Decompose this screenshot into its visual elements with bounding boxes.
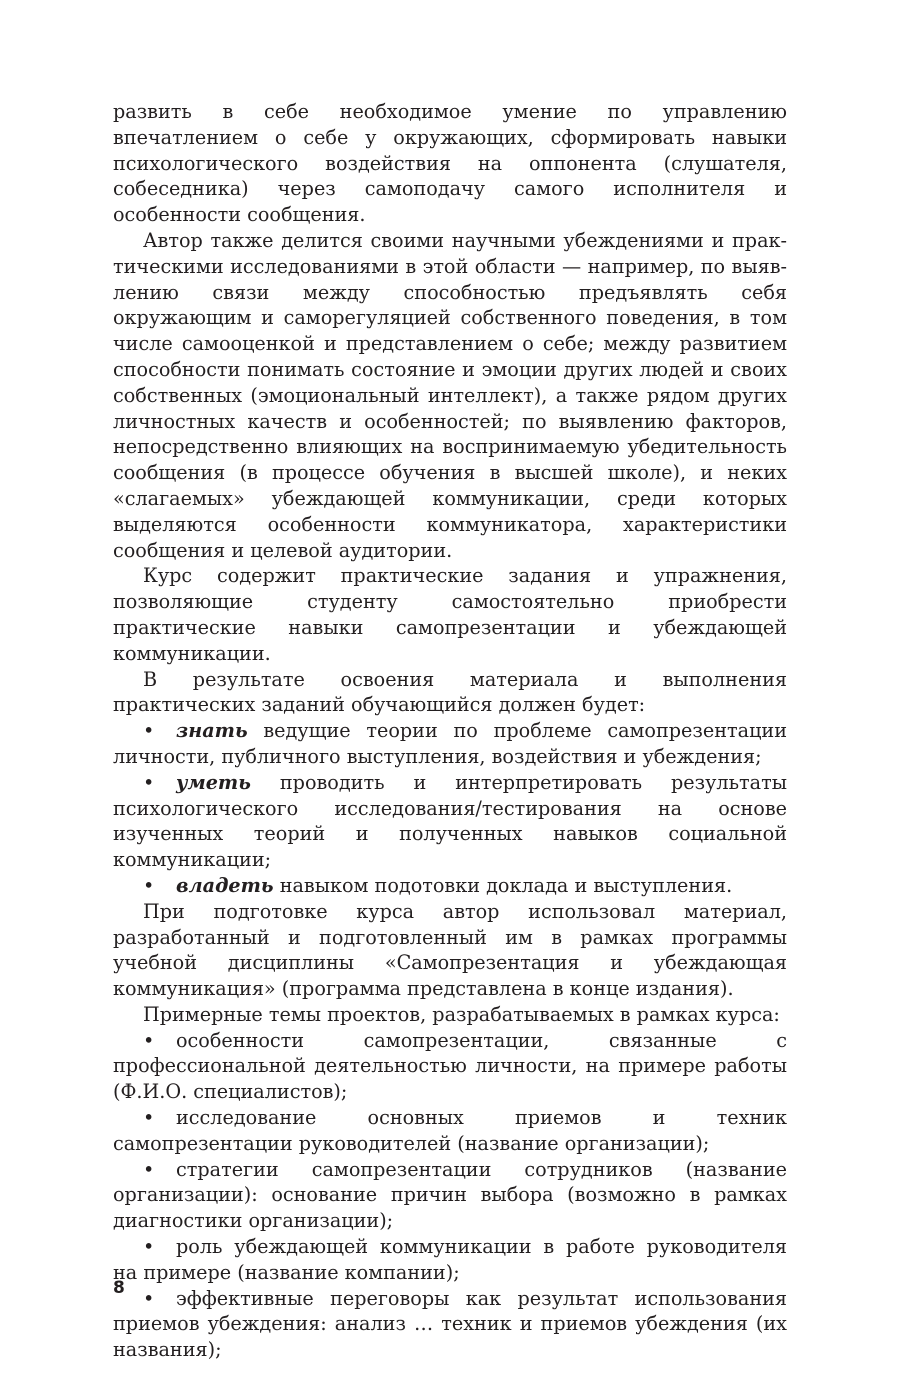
competency-item [113,770,787,873]
project-topic-text: стратегии самопрезентации сотрудников (название организации): основание причин выбора (возможно в рамках диагностики организации); [113,1157,787,1233]
bullet-icon: • [143,1028,155,1052]
project-topic-text: роль убеждающей коммуникации в работе руководителя на примере (название компании); [113,1235,787,1284]
bullet-icon: • [143,873,155,897]
bullet-icon: • [143,1157,155,1181]
bullet-icon: • [143,1235,155,1259]
paragraph: Примерные темы проектов, разрабатываемых в рамках курса: [143,1002,780,1026]
project-topic-text: эффективные переговоры как результат использования приемов убеждения: анализ … техник и приемов убеждения (их названия); [113,1286,787,1362]
competency-text: навыком подотовки доклада и выступления. [273,873,733,897]
paragraph: развить в себе необходимое умение по управлению впечатлением о себе у окружающих, сформировать навыки психологического воздействия на оппонента (слушателя, собеседника) через самоподачу самого исполнителя и особенности сообщения. [113,100,787,227]
project-topic-item [113,1105,787,1157]
project-topic-item [113,1234,787,1286]
competency-item [113,718,787,770]
paragraph: Автор также делится своими научными убеждениями и практическими исследованиями в этой области — например, по выявлению связи между способностью предъявлять себя окружающим и саморегуляцией собственного поведения, в том числе самооценкой и представлением о себе; между развитием способности понимать состояние и эмоции других людей и своих собственных (эмоциональный интеллект), а также рядом других личностных качеств и особенностей; по выявлению факторов, непосредственно влияющих на воспринимаемую убедительность сообщения (в процессе обучения в высшей школе), и неких «слагаемых» убеждающей коммуникации, среди которых выделяются особенности коммуникатора, характеристики сообщения и целевой аудитории. [113,228,787,562]
project-topic-item [113,1286,787,1363]
project-topic-text: исследование основных приемов и техник самопрезентации руководителей (название организации); [113,1106,787,1155]
competency-term: уметь [176,770,251,794]
paragraph: Курс содержит практические задания и упражнения, позволяющие студенту самостоятельно приобрести практические навыки самопрезентации и убеждающей коммуникации. [113,564,787,665]
project-topic-item [113,1028,787,1105]
competency-term: знать [176,719,248,743]
competency-term: владеть [176,873,274,897]
paragraph: В результате освоения материала и выполнения практических заданий обучающийся должен будет: [113,667,787,717]
paragraph: При подготовке курса автор использовал материал, разработанный и подготовленный им в рамках программы учебной дисциплины «Самопрезентация и убеждающая коммуникация» (программа представлена в конце издания). [113,899,787,1001]
competency-text: проводить и интерпретировать результаты психологического исследования/тестирования на основе изученных теорий и полученных навыков социальной коммуникации; [113,770,787,872]
bullet-icon: • [143,770,155,794]
competency-item [113,873,787,899]
competency-text: ведущие теории по проблеме самопрезентации личности, публичного выступления, воздействия и убеждения; [113,719,787,768]
project-topic-item [113,1157,787,1234]
competency-list [113,718,787,899]
bullet-icon: • [143,1286,155,1310]
page-number: 8 [113,1278,125,1298]
page-body [113,99,787,1363]
bullet-icon: • [143,719,155,743]
project-topic-text: особенности самопрезентации, связанные с профессиональной деятельностью личности, на примере работы (Ф.И.О. специалистов); [113,1028,787,1104]
bullet-icon: • [143,1106,155,1130]
project-topics-list [113,1028,787,1363]
